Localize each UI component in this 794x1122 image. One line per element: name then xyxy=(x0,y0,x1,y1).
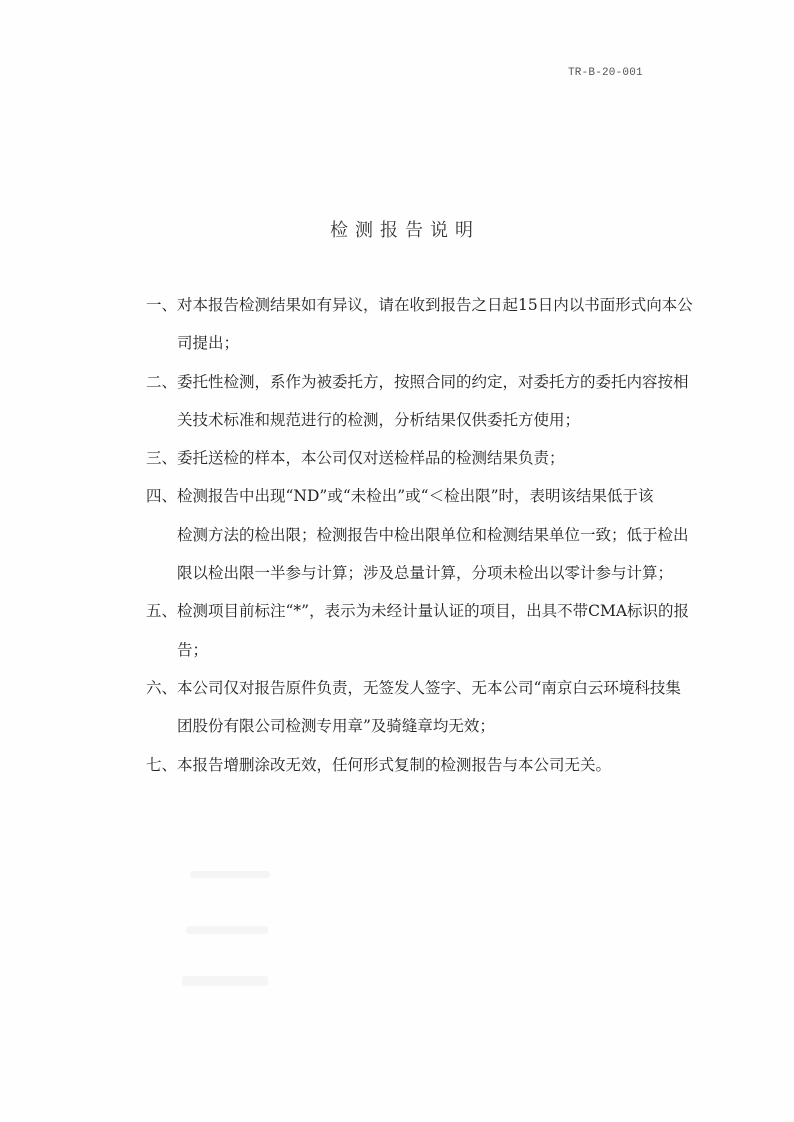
line-text: 委托送检的样本，本公司仅对送检样品的检测结果负责； xyxy=(177,449,565,468)
line-text: 委托性检测，系作为被委托方，按照合同的约定，对委托方的委托内容按相 xyxy=(177,372,689,391)
notice-line xyxy=(146,363,746,401)
notice-line: 司提出； xyxy=(177,334,240,353)
notice-line xyxy=(146,286,746,324)
notice-item-5 xyxy=(146,592,746,669)
line-text: 对本报告检测结果如有异议，请在收到报告之日起15日内以书面形式向本公 xyxy=(177,296,693,314)
scan-artifact xyxy=(186,926,268,934)
notice-line xyxy=(146,439,746,477)
line-text: 检测报告中出现“ND”或“未检出”或“＜检出限”时，表明该结果低于该 xyxy=(177,487,654,506)
notice-line xyxy=(146,592,746,630)
notice-line xyxy=(146,746,746,784)
notice-line: 团股份有限公司检测专用章”及骑缝章均无效； xyxy=(177,717,495,736)
item-marker: 六、 xyxy=(146,678,178,697)
line-text: 本报告增删涂改无效，任何形式复制的检测报告与本公司无关。 xyxy=(177,755,612,774)
notice-list xyxy=(146,286,746,784)
line-text: 检测项目前标注“*”，表示为未经计量认证的项目，出具不带CMA标识的报 xyxy=(177,602,690,621)
scan-artifact xyxy=(190,871,270,878)
item-marker: 三、 xyxy=(146,449,178,468)
notice-item-3 xyxy=(146,439,746,477)
scan-artifact xyxy=(182,976,268,986)
notice-line xyxy=(146,669,746,707)
notice-item-4 xyxy=(146,477,746,592)
item-marker: 一、 xyxy=(146,296,178,314)
notice-line xyxy=(146,477,746,515)
notice-item-6 xyxy=(146,669,746,746)
notice-line: 检测方法的检出限；检测报告中检出限单位和检测结果单位一致；低于检出 xyxy=(177,525,689,544)
notice-line: 关技术标准和规范进行的检测，分析结果仅供委托方使用； xyxy=(177,410,581,429)
item-marker: 四、 xyxy=(146,487,178,506)
document-code: TR-B-20-001 xyxy=(568,67,643,79)
notice-item-2 xyxy=(146,363,746,440)
notice-item-1 xyxy=(146,286,746,363)
item-marker: 二、 xyxy=(146,372,178,391)
notice-line: 告； xyxy=(177,640,209,659)
notice-line: 限以检出限一半参与计算；涉及总量计算，分项未检出以零计参与计算； xyxy=(177,564,674,583)
page-title: 检测报告说明 xyxy=(330,220,480,241)
item-marker: 五、 xyxy=(146,602,178,621)
item-marker: 七、 xyxy=(146,755,178,774)
line-text: 本公司仅对报告原件负责，无签发人签字、无本公司“南京白云环境科技集 xyxy=(177,678,681,697)
notice-item-7 xyxy=(146,746,746,784)
